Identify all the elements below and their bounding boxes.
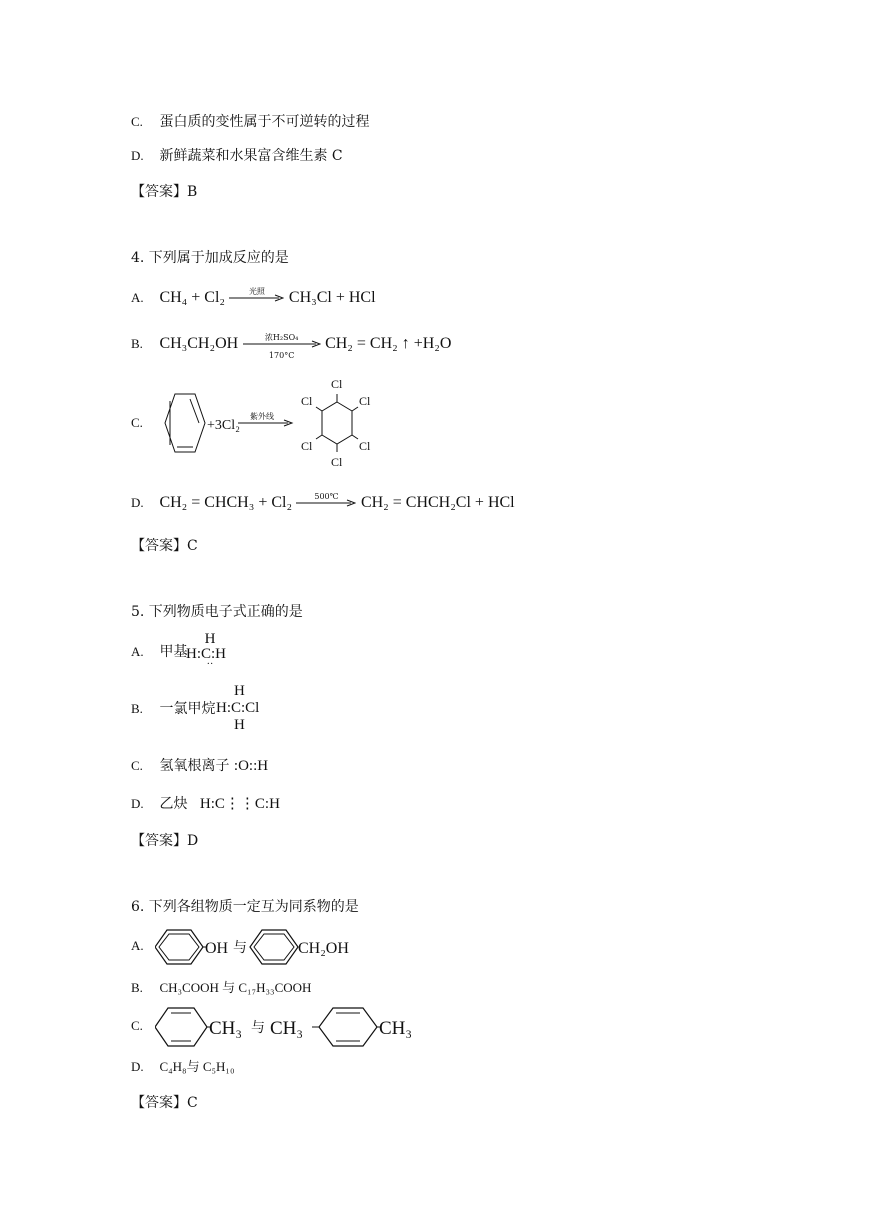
condition: 500℃ xyxy=(314,492,339,501)
substituent: CH₃ xyxy=(379,1018,413,1039)
q4-stem: 4. 下列属于加成反应的是 xyxy=(131,250,289,266)
benzene-ring xyxy=(155,1008,207,1046)
q4-answer: 【答案】C xyxy=(131,538,198,554)
option-label: A. xyxy=(131,290,144,305)
q6-answer: 【答案】C xyxy=(131,1095,198,1111)
q6-option-d xyxy=(131,1058,234,1076)
cl-bond xyxy=(352,435,358,439)
substituent: CH₃ xyxy=(209,1018,243,1039)
q6-option-a-structures xyxy=(155,928,365,966)
option-text: CH₃COOH 与 C₁₇H₃₃COOH xyxy=(159,980,312,995)
benzene-double-bond xyxy=(193,1014,202,1027)
q4-option-d xyxy=(131,494,515,512)
cl-bond xyxy=(352,407,358,411)
option-label: C. xyxy=(131,415,143,430)
lewis-top-h: H xyxy=(234,683,245,699)
condition-bottom: 170°C xyxy=(268,351,295,360)
option-text: 新鲜蔬菜和水果富含维生素 C xyxy=(159,148,343,164)
substituent: OH xyxy=(205,940,229,957)
cl-atom: Cl xyxy=(301,394,313,408)
q4-option-a xyxy=(131,289,376,307)
q5-stem: 5. 下列物质电子式正确的是 xyxy=(131,604,303,620)
condition-top: 浓H₂SO₄ xyxy=(264,333,299,342)
lewis-formula: H:C⋮⋮C:H xyxy=(199,796,280,812)
cl-atom: Cl xyxy=(359,394,371,408)
reaction-arrow xyxy=(296,492,356,507)
substance-name: 氢氧根离子 xyxy=(159,758,230,774)
q4-option-c-reaction xyxy=(155,372,395,472)
products: CH₃Cl + HCl xyxy=(288,289,376,306)
q5-option-a-lewis xyxy=(186,632,226,668)
reaction-arrow xyxy=(243,333,321,360)
option-text: 蛋白质的变性属于不可逆转的过程 xyxy=(159,114,370,130)
cyclohexane-ring xyxy=(322,402,352,444)
reactants: CH₂ = CHCH₃ + Cl₂ xyxy=(159,494,293,511)
benzene-ring xyxy=(155,930,203,964)
lewis-bottom-h: H xyxy=(234,717,245,733)
q6-option-a xyxy=(131,937,155,955)
substance-name: 甲基 xyxy=(159,644,188,660)
option-label: B. xyxy=(131,336,143,351)
products: CH₂ = CHCH₂Cl + HCl xyxy=(360,494,515,511)
option-label: D. xyxy=(131,148,144,163)
option-label: B. xyxy=(131,980,143,995)
lewis-formula: H:C:H xyxy=(186,646,227,662)
option-label: C. xyxy=(131,114,143,129)
option-label: A. xyxy=(131,938,144,953)
cl-atom: Cl xyxy=(331,455,343,469)
option-text: C₄H₈与 C₅H₁₀ xyxy=(159,1059,235,1074)
cl-atom: Cl xyxy=(359,439,371,453)
option-label: D. xyxy=(131,495,144,510)
condition: 光照 xyxy=(248,287,265,296)
option-label: D. xyxy=(131,796,144,811)
q4-option-c xyxy=(131,414,155,432)
option-label: D. xyxy=(131,1059,144,1074)
substance-name: 一氯甲烷 xyxy=(159,701,216,717)
reagent: +3Cl₂ xyxy=(207,418,241,433)
q5-option-d xyxy=(131,795,280,813)
q3-option-d xyxy=(131,147,343,165)
benzene-inner-ring xyxy=(159,934,199,960)
condition: 紫外线 xyxy=(250,412,274,421)
benzene-ring xyxy=(319,1008,377,1046)
q3-option-c xyxy=(131,113,369,131)
cl-bond xyxy=(316,435,322,439)
option-label: A. xyxy=(131,644,144,659)
q4-option-b xyxy=(131,333,452,360)
lone-dots: ·· xyxy=(206,659,214,670)
substituent: CH₃ xyxy=(270,1018,304,1039)
conjunction: 与 xyxy=(251,1021,265,1036)
q5-answer: 【答案】D xyxy=(131,833,199,849)
conjunction: 与 xyxy=(233,941,247,956)
q6-option-c xyxy=(131,1017,155,1035)
q3-answer: 【答案】B xyxy=(131,184,198,200)
cl-atom: Cl xyxy=(331,377,343,391)
option-label: C. xyxy=(131,758,143,773)
substituent: CH₂OH xyxy=(298,940,349,957)
reactants: CH₄ + Cl₂ xyxy=(159,289,225,306)
q5-option-b xyxy=(131,700,215,718)
benzene-ring xyxy=(250,930,298,964)
q6-option-b xyxy=(131,979,311,997)
products: CH₂ = CH₂ ↑ +H₂O xyxy=(325,335,452,352)
lewis-formula: H:C:Cl xyxy=(216,700,260,716)
q5-option-c xyxy=(131,757,268,775)
q5-option-b-lewis xyxy=(216,683,259,734)
q6-stem: 6. 下列各组物质一定互为同系物的是 xyxy=(131,899,359,915)
q6-option-c-structures xyxy=(155,1004,425,1050)
reactants: CH₃CH₂OH xyxy=(159,335,239,352)
substance-name: 乙炔 xyxy=(159,796,188,812)
cl-atom: Cl xyxy=(301,439,313,453)
q5-option-a xyxy=(131,643,187,661)
option-label: C. xyxy=(131,1018,143,1033)
lewis-formula: :O::H xyxy=(233,758,269,774)
reaction-arrow xyxy=(229,287,284,302)
benzene-inner-ring xyxy=(254,934,294,960)
lewis-top-h: H xyxy=(204,631,216,647)
option-label: B. xyxy=(131,701,143,716)
cl-bond xyxy=(316,407,322,411)
